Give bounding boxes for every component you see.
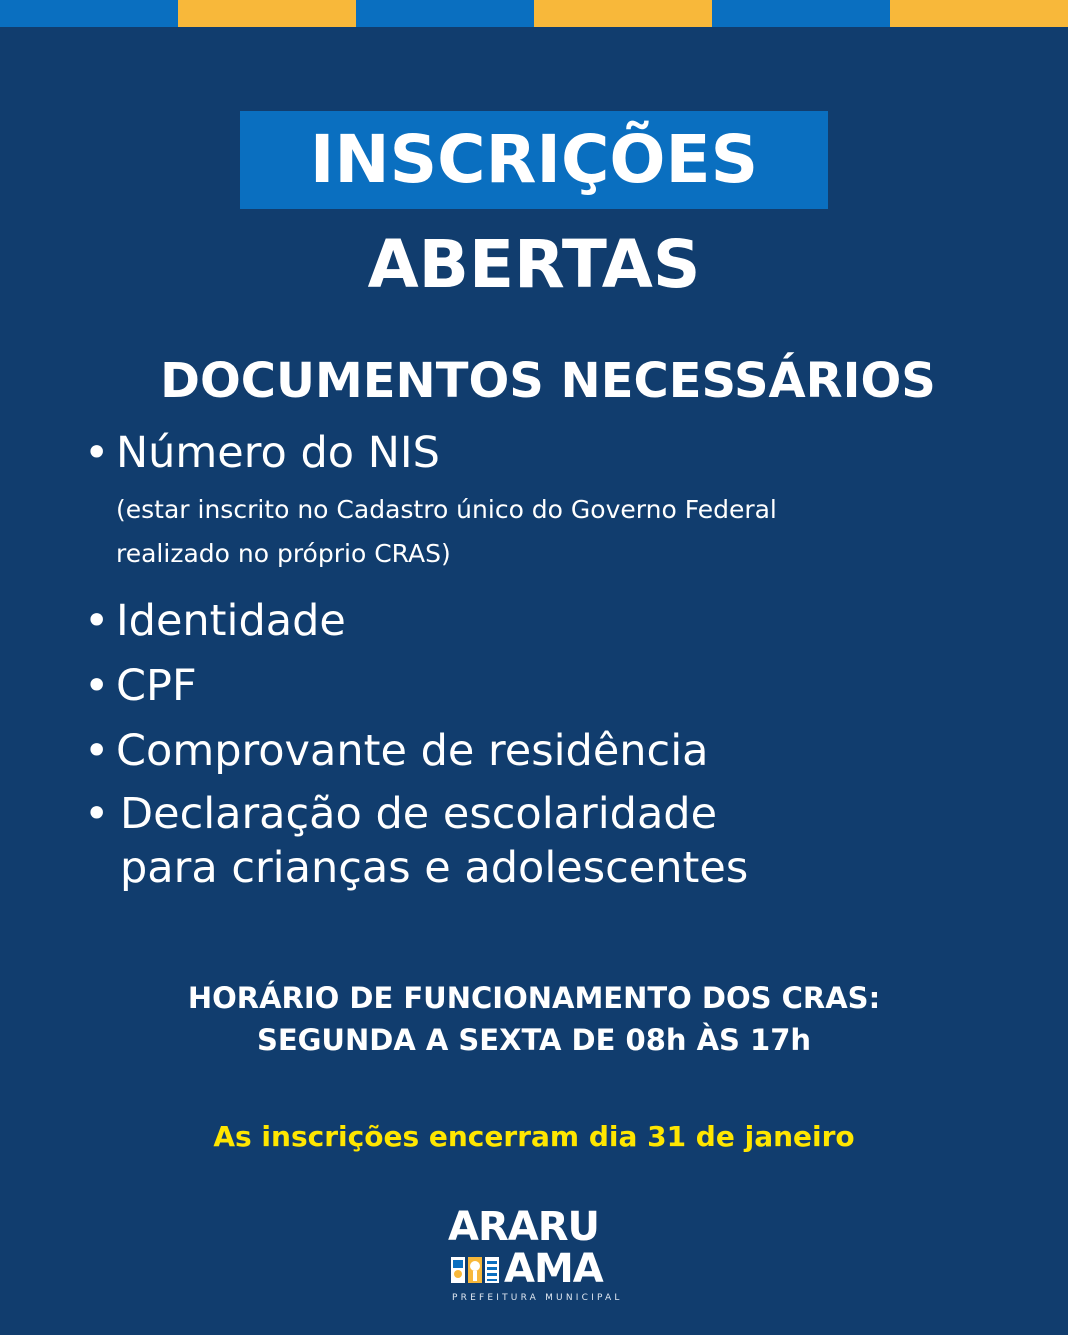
logo-text-line1: ARARU [448,1204,599,1250]
logo-text-line2: AMA [504,1246,603,1292]
documents-title: DOCUMENTOS NECESSÁRIOS [160,353,936,409]
headline-banner [240,111,828,209]
opening-hours [0,977,1068,1061]
bullet-icon: • [84,428,110,478]
documents-list [84,426,1024,895]
bullet-icon: • [84,789,110,839]
bullet-icon: • [84,726,110,776]
document-item-identidade [84,594,1024,648]
document-note-line: (estar inscrito no Cadastro único do Governo Federal [116,495,777,524]
document-label-line: Declaração de escolaridade [120,789,718,839]
document-item-comprovante [84,724,1024,778]
document-label: CPF [116,661,197,711]
stripe-segment-orange [534,0,712,27]
stripe-segment-orange [890,0,1068,27]
logo-tagline: PREFEITURA MUNICIPAL [452,1293,623,1303]
top-color-stripe [0,0,1068,27]
prefeitura-logo [444,1206,634,1306]
document-label-line: para crianças e adolescentes [120,843,749,893]
document-note-line: realizado no próprio CRAS) [116,539,451,568]
stripe-segment-blue [0,0,178,27]
document-item-cpf [84,659,1024,713]
document-label: Identidade [116,596,346,646]
subheadline: ABERTAS [367,226,701,303]
bullet-icon: • [84,661,110,711]
document-item-nis [84,426,1024,480]
opening-hours-line: HORÁRIO DE FUNCIONAMENTO DOS CRAS: [187,981,881,1015]
municipal-seal-icon [450,1255,500,1287]
bullet-icon: • [84,596,110,646]
document-label: Número do NIS [116,428,440,478]
stripe-segment-blue [356,0,534,27]
opening-hours-line: SEGUNDA A SEXTA DE 08h ÀS 17h [256,1023,812,1057]
stripe-segment-blue [712,0,890,27]
document-label: Comprovante de residência [116,726,709,776]
deadline-notice: As inscrições encerram dia 31 de janeiro [213,1120,855,1153]
stripe-segment-orange [178,0,356,27]
headline: INSCRIÇÕES [309,121,759,198]
document-item-escolaridade [84,787,1024,895]
